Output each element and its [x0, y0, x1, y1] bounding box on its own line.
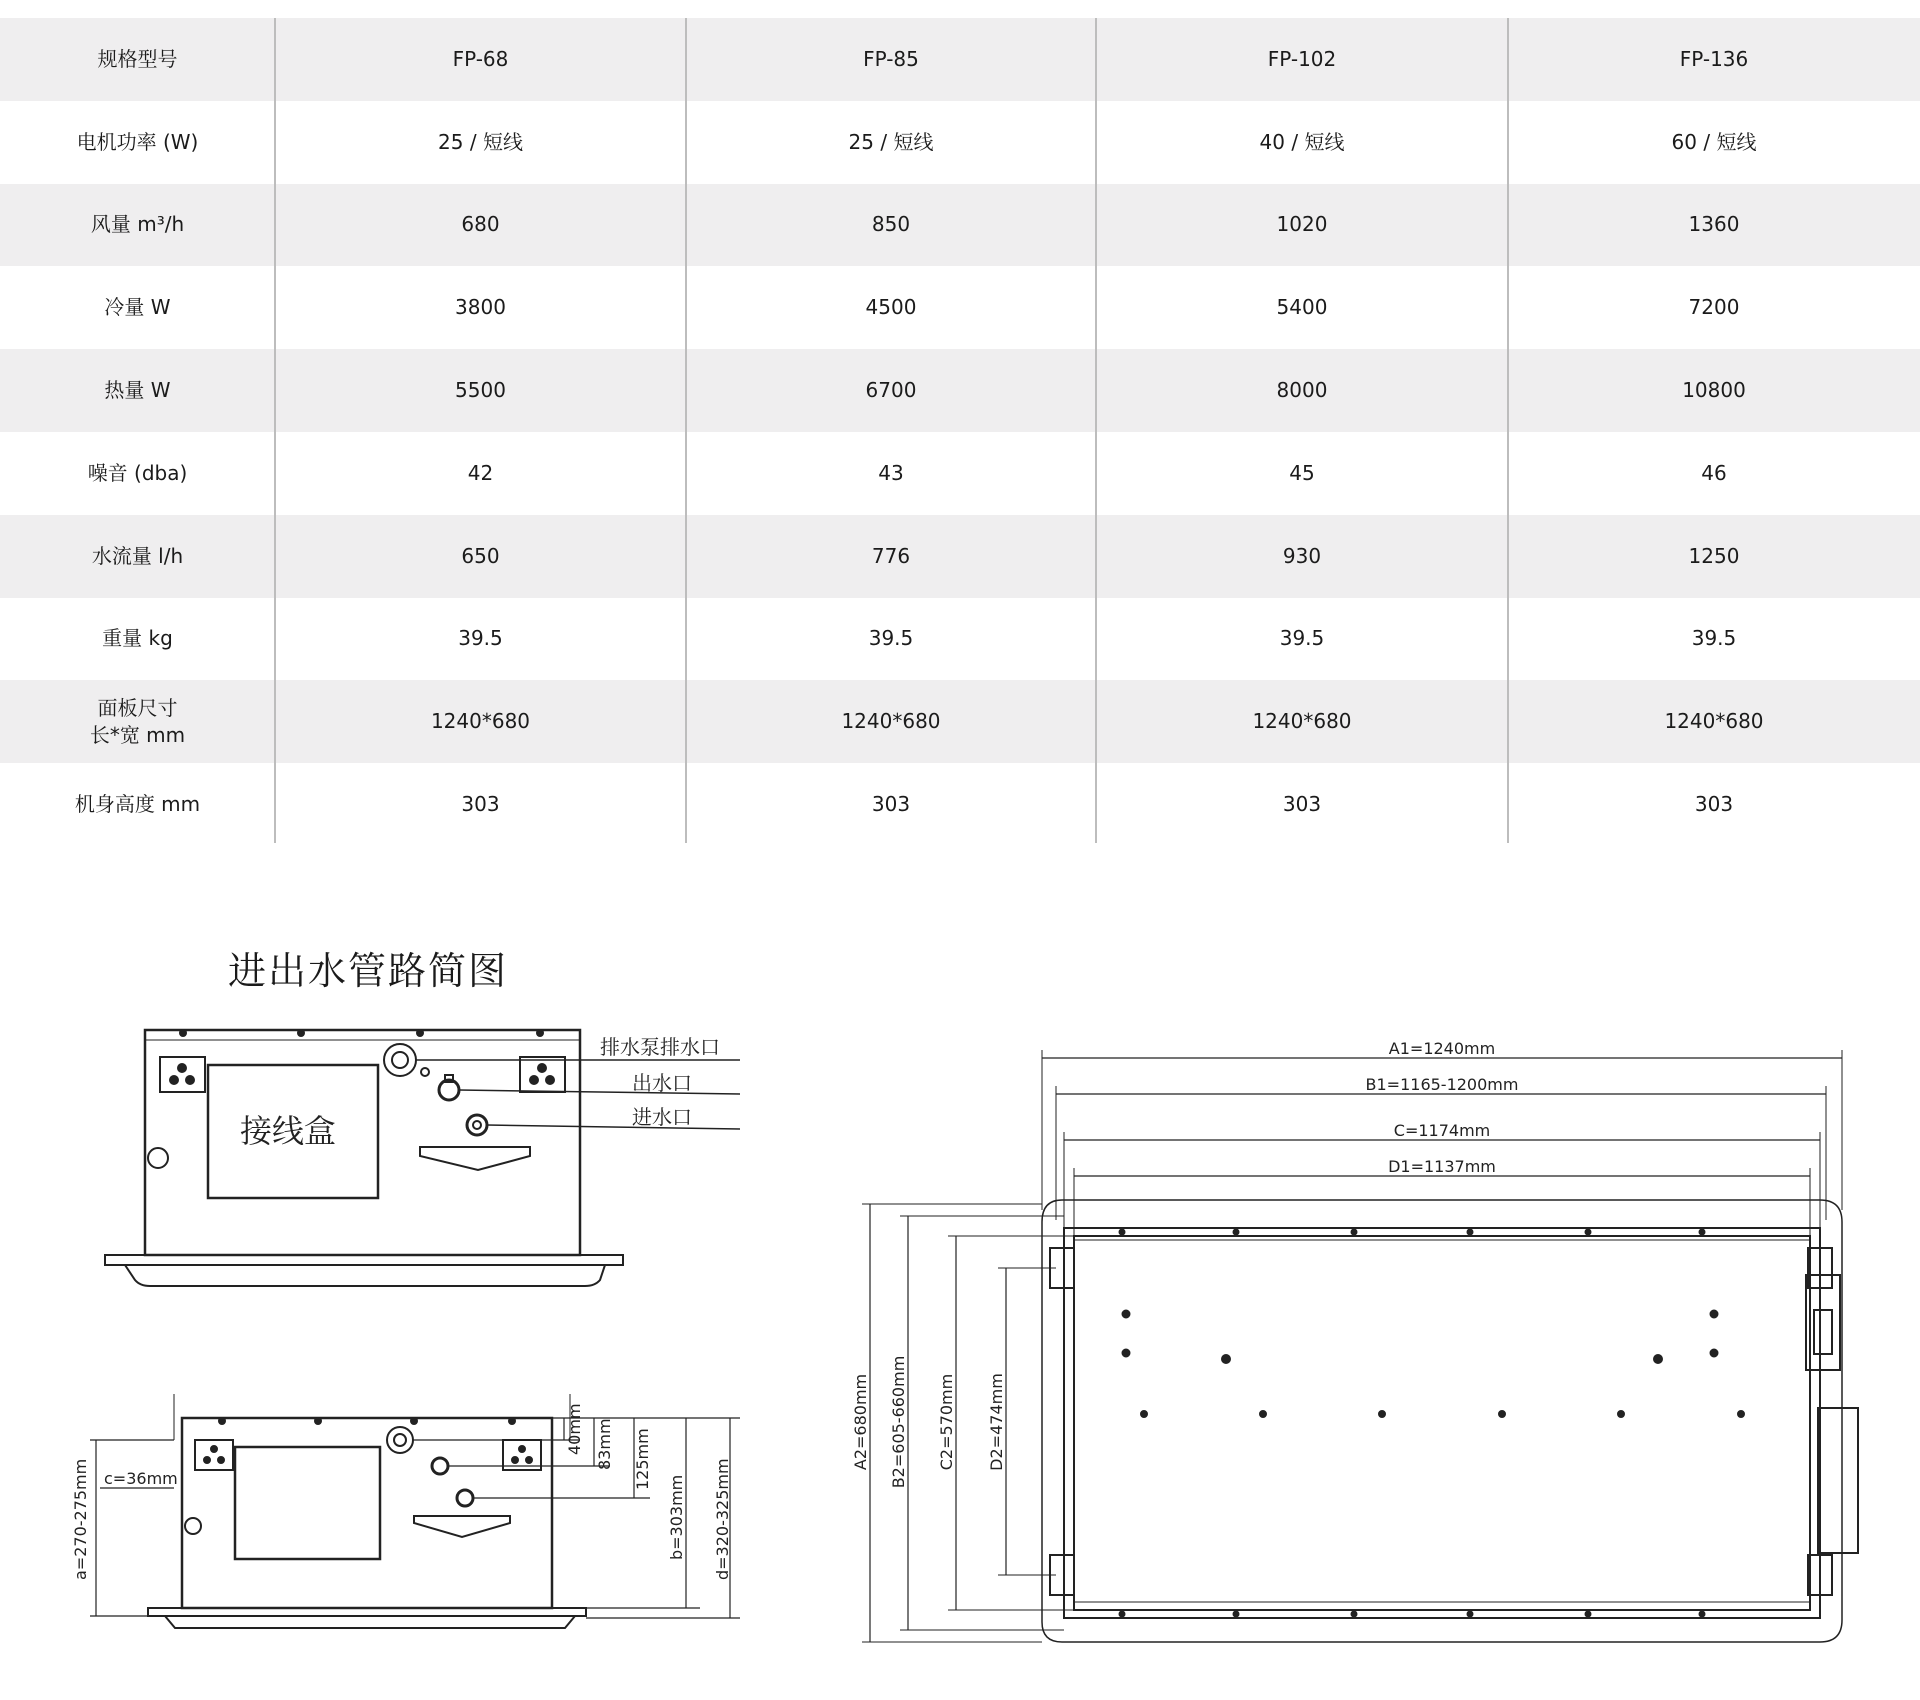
table-cell: 7200 — [1688, 295, 1740, 320]
dim-d2-label: D2=474mm — [987, 1373, 1006, 1471]
table-cell: 1360 — [1688, 212, 1740, 237]
row-label: 机身高度 mm — [74, 792, 201, 817]
section-title: 进出水管路简图 — [228, 949, 509, 993]
dim-40-label: 40mm — [565, 1403, 584, 1455]
table-cell: 1250 — [1688, 543, 1740, 568]
dim-a-label: a=270-275mm — [71, 1458, 90, 1580]
dim-a1-label: A1=1240mm — [1388, 1039, 1496, 1058]
table-cell: 303 — [1694, 792, 1734, 817]
dim-a2-label: A2=680mm — [851, 1373, 870, 1471]
dim-c2-label: C2=570mm — [937, 1373, 956, 1471]
table-cell: 39.5 — [1279, 626, 1325, 651]
row-label: 噪音 (dba) — [87, 460, 188, 485]
dim-d-label: d=320-325mm — [713, 1458, 732, 1580]
table-cell: 5500 — [455, 378, 506, 403]
header-cell-model: FP-85 — [863, 46, 919, 71]
table-cell: 1020 — [1276, 212, 1328, 237]
table-cell: 303 — [871, 792, 911, 817]
table-cell: 776 — [871, 543, 911, 568]
table-cell: 39.5 — [458, 626, 503, 651]
table-cell: 60 / 短线 — [1671, 129, 1757, 154]
header-cell-model: FP-68 — [452, 46, 509, 71]
table-cell: 40 / 短线 — [1259, 129, 1345, 154]
water-inlet-label: 进水口 — [632, 1105, 692, 1129]
table-cell: 1240*680 — [430, 709, 531, 734]
table-cell: 4500 — [865, 295, 917, 320]
water-outlet-label: 出水口 — [632, 1071, 692, 1095]
table-cell: 46 — [1701, 460, 1727, 485]
row-label-line: 长*宽 mm — [89, 722, 186, 747]
table-cell: 303 — [1282, 792, 1322, 817]
table-cell: 8000 — [1276, 378, 1328, 403]
dim-b1-label: B1=1165-1200mm — [1365, 1075, 1519, 1094]
dim-125-label: 125mm — [633, 1428, 652, 1490]
plan-view-drawing — [862, 1050, 1858, 1642]
header-cell-spec: 规格型号 — [97, 46, 178, 71]
dim-b-label: b=303mm — [667, 1474, 686, 1560]
header-cell-model: FP-136 — [1679, 46, 1749, 71]
dim-d1-label: D1=1137mm — [1388, 1157, 1496, 1176]
table-cell: 25 / 短线 — [438, 129, 523, 154]
table-cell: 45 — [1289, 460, 1315, 485]
row-label: 电机功率 (W) — [76, 129, 199, 154]
table-cell: 39.5 — [1691, 626, 1737, 651]
table-cell: 850 — [871, 212, 911, 237]
table-cell: 1240*680 — [1664, 709, 1764, 734]
table-cell: 43 — [878, 460, 904, 485]
row-label: 风量 m³/h — [90, 212, 185, 237]
table-cell: 10800 — [1682, 378, 1746, 403]
table-cell: 1240*680 — [1252, 709, 1352, 734]
junction-box-label: 接线盒 — [239, 1112, 337, 1150]
table-cell: 650 — [461, 543, 500, 568]
dim-c-label: c=36mm — [104, 1469, 178, 1488]
dim-83-label: 83mm — [595, 1418, 614, 1470]
table-cell: 5400 — [1276, 295, 1328, 320]
row-label: 热量 W — [104, 378, 171, 403]
table-cell: 6700 — [865, 378, 917, 403]
table-cell: 39.5 — [868, 626, 914, 651]
dim-b2-label: B2=605-660mm — [889, 1355, 908, 1489]
front-view-drawing — [105, 1030, 740, 1286]
row-label: 重量 kg — [102, 626, 173, 651]
table-cell: 303 — [461, 792, 500, 817]
row-label: 水流量 l/h — [91, 543, 184, 568]
drain-pump-outlet-label: 排水泵排水口 — [600, 1035, 720, 1059]
row-label: 冷量 W — [104, 295, 171, 320]
table-cell: 42 — [467, 460, 494, 485]
table-cell: 1240*680 — [841, 709, 941, 734]
dim-c-plan-label: C=1174mm — [1393, 1121, 1491, 1140]
table-cell: 25 / 短线 — [848, 129, 934, 154]
table-cell: 3800 — [455, 295, 506, 320]
row-label-line: 面板尺寸 — [97, 695, 178, 720]
table-cell: 680 — [461, 212, 500, 237]
header-cell-model: FP-102 — [1267, 46, 1337, 71]
table-cell: 930 — [1282, 543, 1322, 568]
